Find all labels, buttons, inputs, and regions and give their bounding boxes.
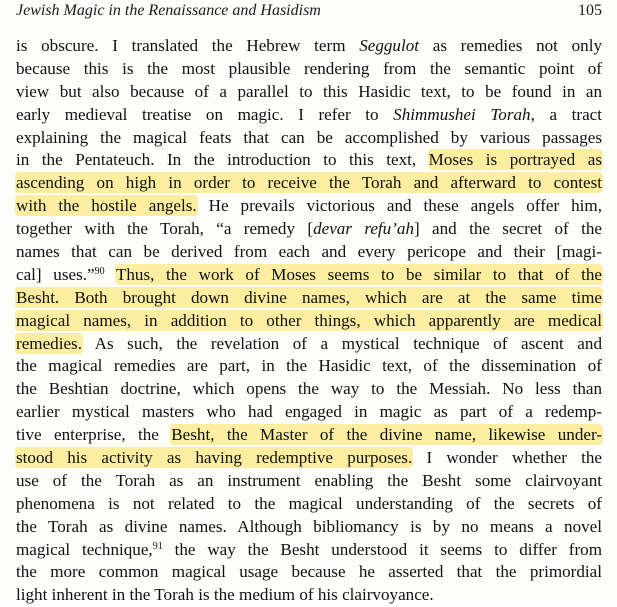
text-segment: together with the Torah, “a remedy [ bbox=[16, 219, 314, 239]
text-line bbox=[16, 493, 602, 516]
text-line bbox=[16, 35, 602, 58]
text-line bbox=[16, 172, 602, 195]
text-line bbox=[16, 470, 602, 493]
text-line bbox=[16, 333, 602, 356]
highlighted-text: magical names, in addition to other things, which apparently are medical bbox=[16, 310, 602, 330]
text-segment: use of the Torah as an instrument enabling the Besht some clairvoyant bbox=[16, 470, 602, 490]
text-segment: the way the Besht understood it seems to differ from bbox=[162, 539, 602, 559]
text-line bbox=[16, 447, 602, 470]
text-segment: ] and the secret of the bbox=[414, 219, 602, 239]
text-segment: because this is the most plausible rendering from the semantic point of bbox=[16, 58, 602, 78]
text-line bbox=[16, 81, 602, 104]
text-line bbox=[16, 401, 602, 424]
text-segment: in the Pentateuch. In the introduction to this text, bbox=[16, 150, 429, 170]
footnote-ref: 90 bbox=[94, 265, 105, 277]
text-segment: the Beshtian doctrine, which opens the way to the Messiah. No less than bbox=[16, 379, 602, 399]
text-line bbox=[16, 378, 602, 401]
text-segment: As such, the revelation of a mystical technique of ascent and bbox=[81, 333, 602, 353]
text-segment: the magical remedies are part, in the Hasidic text, of the dissemination of bbox=[16, 356, 602, 376]
running-title: Jewish Magic in the Renaissance and Hasidism bbox=[16, 2, 321, 19]
text-segment: is obscure. I translated the Hebrew term bbox=[16, 36, 360, 55]
text-line bbox=[16, 195, 602, 218]
text-line bbox=[16, 355, 602, 378]
text-segment: earlier mystical masters who had engaged in magic as part of a redemp- bbox=[16, 402, 602, 422]
text-segment: names that can be derived from each and every pericope and their [magi- bbox=[16, 242, 602, 262]
highlighted-text: Thus, the work of Moses seems to be similar to that of the bbox=[115, 264, 602, 284]
text-line bbox=[16, 104, 602, 127]
italic-term: Shimmushei Torah bbox=[393, 104, 531, 124]
text-segment: , a tract bbox=[530, 104, 602, 124]
text-line bbox=[16, 127, 602, 150]
italic-term: devar refu’ah bbox=[313, 219, 415, 239]
highlighted-text: remedies. bbox=[16, 333, 82, 353]
text-segment: tive enterprise, the bbox=[16, 425, 172, 445]
text-segment: He prevails victorious and these angels offer him, bbox=[196, 196, 602, 216]
text-segment: view but also because of a parallel to this Hasidic text, to be found in an bbox=[16, 81, 602, 101]
text-line bbox=[16, 264, 602, 287]
text-line bbox=[16, 149, 602, 172]
text-segment bbox=[105, 265, 116, 284]
text-segment: I wonder whether the bbox=[412, 448, 603, 468]
text-segment: cal] uses.” bbox=[16, 264, 95, 284]
text-line bbox=[16, 241, 602, 264]
highlighted-text: Besht. Both brought down divine names, which are at the same time bbox=[16, 287, 602, 307]
text-line bbox=[16, 516, 602, 539]
text-segment: magical technique, bbox=[16, 539, 153, 559]
highlighted-text: stood his activity as having redemptive purposes. bbox=[16, 448, 413, 468]
text-line bbox=[16, 287, 602, 310]
text-line bbox=[16, 561, 602, 584]
body-text bbox=[16, 35, 602, 607]
text-line bbox=[16, 584, 602, 607]
text-line bbox=[16, 424, 602, 447]
page-header bbox=[16, 2, 602, 24]
text-segment: light inherent in the Torah is the medium of his clairvoyance. bbox=[16, 585, 434, 605]
text-segment: phenomena is not related to the magical understanding of the secrets of bbox=[16, 493, 602, 513]
page-number: 105 bbox=[578, 2, 602, 19]
text-line bbox=[16, 310, 602, 333]
highlighted-text: Moses is portrayed as bbox=[428, 150, 602, 170]
footnote-ref: 91 bbox=[152, 540, 163, 552]
text-segment: as remedies not only bbox=[419, 36, 603, 55]
text-line bbox=[16, 58, 602, 81]
text-segment: the Torah as divine names. Although bibliomancy is by no means a novel bbox=[16, 516, 602, 536]
highlighted-text: ascending on high in order to receive the Torah and afterward to contest bbox=[16, 173, 602, 193]
text-segment: the more common magical usage because he asserted that the primordial bbox=[16, 562, 602, 582]
text-line bbox=[16, 218, 602, 241]
text-segment: explaining the magical feats that can be accomplished by various passages bbox=[16, 127, 602, 147]
text-segment: early medieval treatise on magic. I refer to bbox=[16, 104, 394, 124]
highlighted-text: with the hostile angels. bbox=[16, 196, 197, 216]
italic-term: Seggulot bbox=[359, 36, 420, 55]
text-line bbox=[16, 539, 602, 562]
highlighted-text: Besht, the Master of the divine name, likewise under- bbox=[171, 425, 603, 445]
